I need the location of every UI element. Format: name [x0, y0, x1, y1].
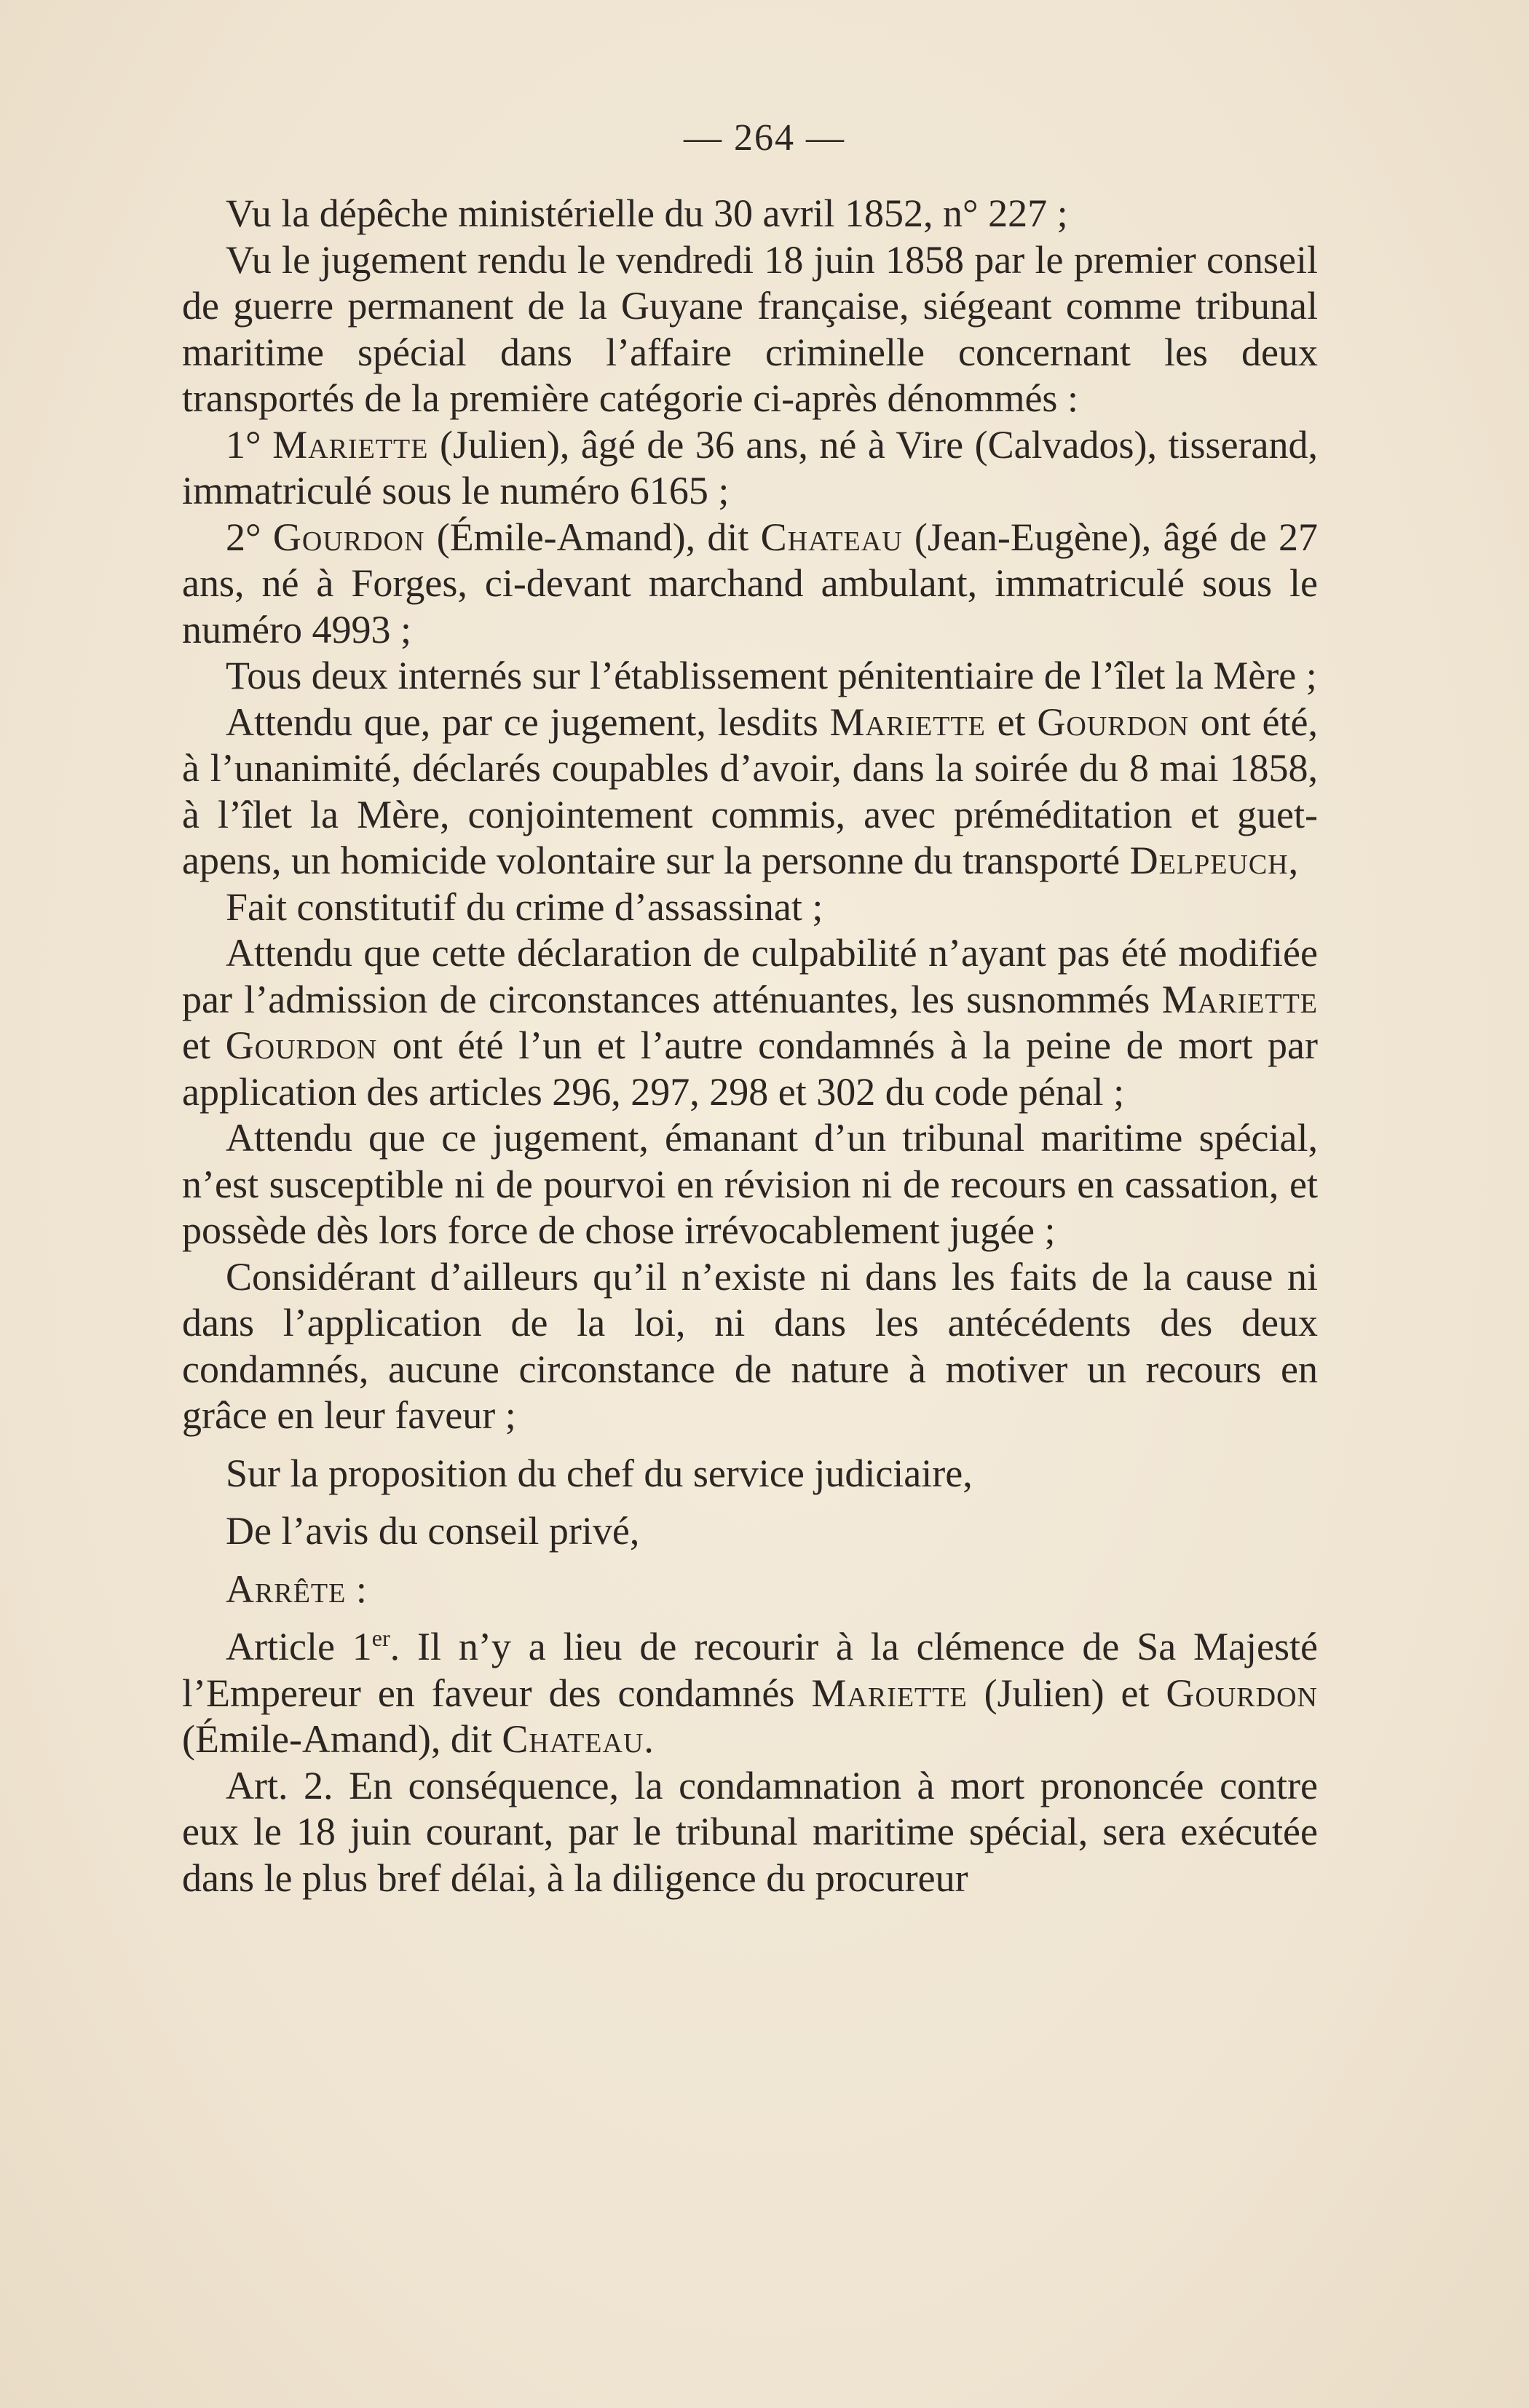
name-smallcaps: Chateau	[502, 1717, 644, 1761]
superscript: er	[371, 1625, 390, 1651]
text-run: Attendu que, par ce jugement, lesdits	[226, 700, 830, 744]
text-run: De l’avis du conseil privé,	[226, 1509, 640, 1553]
paragraph	[182, 1115, 1318, 1254]
text-run: Fait constitutif du crime d’assassinat ;	[226, 884, 823, 929]
paragraph	[182, 237, 1318, 422]
paragraph	[182, 1567, 1318, 1613]
text-run: et	[985, 700, 1038, 744]
text-run: 1°	[226, 422, 273, 467]
paragraph	[182, 930, 1318, 1115]
name-smallcaps: Gourdon	[272, 515, 425, 559]
text-run: :	[346, 1567, 367, 1611]
paragraph	[182, 700, 1318, 884]
name-smallcaps: Gourdon	[1166, 1671, 1318, 1715]
text-run: Tous deux internés sur l’établissement pénitentiaire de l’îlet la Mère ;	[226, 654, 1317, 697]
text-run: (Jean-Eugène), âgé de 27 ans, né à Forges, ci-devant marchand ambulant, immatriculé sous le numéro 4993 ;	[182, 515, 1318, 651]
name-smallcaps: Gourdon	[225, 1023, 378, 1067]
paragraph	[182, 653, 1318, 700]
text-run: Art. 2. En conséquence, la condamnation à mort prononcée contre eux le 18 juin courant, par le tribunal maritime spécial, sera exécutée dans le plus bref délai, à la diligence du procureur	[182, 1763, 1318, 1900]
name-smallcaps: Arrête	[226, 1567, 347, 1611]
text-run: Sur la proposition du chef du service judiciaire,	[226, 1451, 973, 1495]
name-smallcaps: Mariette	[811, 1671, 968, 1715]
text-run: Vu la dépêche ministérielle du 30 avril 1852, n° 227 ;	[226, 191, 1068, 235]
paragraph	[182, 422, 1318, 515]
name-smallcaps: Delpeuch	[1129, 839, 1289, 882]
page-number: — 264 —	[684, 117, 845, 159]
paragraph	[182, 884, 1318, 931]
text-run: ont été l’un et l’autre condamnés à la peine de mort par application des articles 296, 297, 298 et 302 du code pénal ;	[182, 1023, 1318, 1114]
text-run: (Julien), âgé de 36 ans, né à Vire (Calvados), tisserand, immatriculé sous le numéro 6165 ;	[182, 422, 1318, 512]
text-run: Vu le jugement rendu le vendredi 18 juin 1858 par le premier conseil de guerre permanent de la Guyane française, siégeant comme tribunal maritime spécial dans l’affaire criminelle concernant les deux transportés de la première catégorie ci-après dénommés :	[182, 237, 1318, 420]
text-run: Article 1	[226, 1625, 372, 1668]
text-run: . Il n’y a lieu de recourir à la clémence de Sa Majesté l’Empereur en faveur des condamnés	[182, 1625, 1318, 1715]
text-run: ,	[1288, 839, 1299, 882]
text-run: 2°	[226, 515, 273, 559]
text-run: et	[182, 1023, 226, 1067]
text-run: (Émile-Amand), dit	[182, 1717, 502, 1761]
text-run: (Julien) et	[967, 1671, 1166, 1715]
paragraph	[182, 1508, 1318, 1555]
text-run: ont été, à l’unanimité, déclarés coupables d’avoir, dans la soirée du 8 mai 1858, à l’îlet la Mère, conjointement commis, avec préméditation et guet-apens, un homicide volontaire sur la personne du transporté	[182, 700, 1318, 882]
text-run: (Émile-Amand), dit	[424, 515, 761, 559]
name-smallcaps: Mariette	[272, 422, 429, 467]
name-smallcaps: Mariette	[1161, 977, 1318, 1021]
text-run: .	[644, 1717, 654, 1761]
text-run: Considérant d’ailleurs qu’il n’existe ni dans les faits de la cause ni dans l’application de la loi, ni dans les antécédents des deux condamnés, aucune circonstance de nature à motiver un recours en grâce en leur faveur ;	[182, 1254, 1318, 1437]
name-smallcaps: Mariette	[829, 700, 986, 744]
paragraph	[182, 515, 1318, 654]
paragraph	[182, 191, 1318, 237]
name-smallcaps: Chateau	[760, 515, 903, 559]
document-body	[182, 191, 1318, 1901]
name-smallcaps: Gourdon	[1037, 700, 1189, 744]
text-run: Attendu que ce jugement, émanant d’un tribunal maritime spécial, n’est susceptible ni de pourvoi en révision ni de recours en cassation, et possède dès lors force de chose irrévocablement jugée ;	[182, 1116, 1318, 1252]
paragraph	[182, 1763, 1318, 1902]
paragraph	[182, 1254, 1318, 1439]
text-run: Attendu que cette déclaration de culpabilité n’ayant pas été modifiée par l’admission de circonstances atténuantes, les susnommés	[182, 931, 1318, 1021]
paragraph	[182, 1451, 1318, 1497]
paragraph	[182, 1624, 1318, 1763]
